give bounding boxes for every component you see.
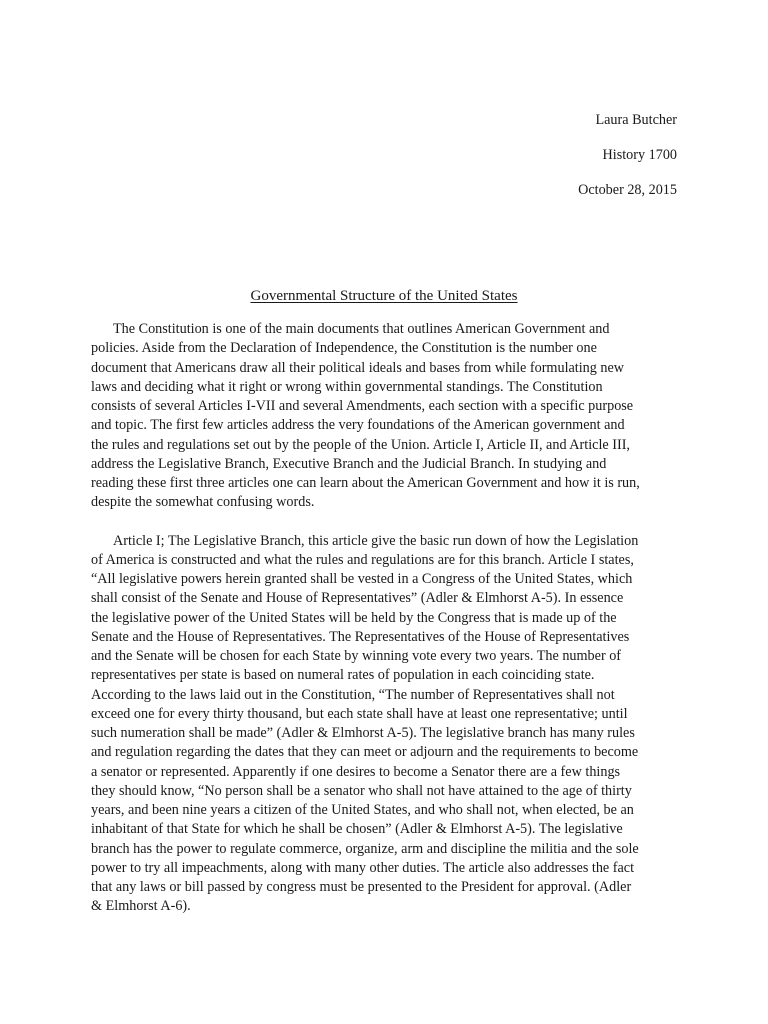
paragraph-line: they should know, “No person shall be a senator who shall not have attained to the age of thirty — [91, 782, 632, 799]
course-name: History 1700 — [602, 147, 677, 163]
paragraph-line: & Elmhorst A-6). — [91, 898, 191, 915]
paragraph-line: reading these first three articles one can learn about the American Government and how it is run, — [91, 475, 640, 491]
paragraph-line: of America is constructed and what the rules and regulations are for this branch. Article I states, — [91, 551, 634, 568]
paragraph-line: a senator or represented. Apparently if one desires to become a Senator there are a few things — [91, 763, 621, 780]
paragraph-line: years, and been nine years a citizen of the United States, and who shall not, when elected, be an — [91, 802, 634, 818]
paragraph-line: the rules and regulations set out by the people of the Union. Article I, Article II, and Article III, — [91, 436, 630, 453]
paragraph-2 — [91, 532, 681, 917]
paragraph-1 — [91, 320, 681, 513]
paragraph-line: Article I; The Legislative Branch, this article give the basic run down of how the Legislation — [113, 532, 639, 549]
paragraph-line: According to the laws laid out in the Constitution, “The number of Representatives shall not — [91, 686, 615, 703]
document-header — [578, 110, 677, 215]
paragraph-line: laws and deciding what it right or wrong within governmental standings. The Constitution — [91, 378, 603, 395]
paragraph-line: policies. Aside from the Declaration of Independence, the Constitution is the number one — [91, 340, 597, 357]
paragraph-line: and the Senate will be chosen for each State by winning vote every two years. The number of — [91, 648, 622, 664]
paragraph-line: exceed one for every thirty thousand, but each state shall have at least one representative; until — [91, 705, 628, 722]
paragraph-line: inhabitant of that State for which he shall be chosen” (Adler & Elmhorst A-5). The legislative — [91, 821, 623, 838]
paragraph-line: that any laws or bill passed by congress must be presented to the President for approval. (Adler — [91, 879, 632, 895]
paragraph-line: document that Americans draw all their political ideals and bases from while formulating new — [91, 359, 625, 376]
paragraph-line: address the Legislative Branch, Executive Branch and the Judicial Branch. In studying and — [91, 455, 607, 472]
document-body — [91, 320, 681, 917]
paragraph-line: and regulation regarding the dates that they can meet or adjourn and the requirements to become — [91, 744, 639, 761]
paragraph-line: Senate and the House of Representatives. The Representatives of the House of Representatives — [91, 628, 630, 645]
paragraph-line: the legislative power of the United States will be held by the Congress that is made up of the — [91, 609, 617, 626]
document-title: Governmental Structure of the United States — [250, 288, 518, 304]
paragraph-line: branch has the power to regulate commerce, organize, arm and discipline the militia and the sole — [91, 840, 639, 857]
paragraph-line: and topic. The first few articles address the very foundations of the American government and — [91, 417, 625, 434]
paragraph-line: power to try all impeachments, along with many other duties. The article also addresses the fact — [91, 859, 635, 876]
paragraph-line: “All legislative powers herein granted shall be vested in a Congress of the United States, which — [91, 571, 633, 587]
paragraph-line: such numeration shall be made” (Adler & Elmhorst A-5). The legislative branch has many rules — [91, 725, 635, 741]
document-date: October 28, 2015 — [578, 182, 677, 198]
paragraph-line: consists of several Articles I-VII and several Amendments, each section with a specific purpose — [91, 398, 634, 414]
author-name: Laura Butcher — [595, 112, 677, 128]
paragraph-line: despite the somewhat confusing words. — [91, 494, 315, 511]
paragraph-line: The Constitution is one of the main documents that outlines American Government and — [113, 321, 610, 337]
paragraph-spacer — [91, 513, 681, 532]
paragraph-line: representatives per state is based on numeral rates of population in each coinciding state. — [91, 667, 595, 684]
paragraph-line: shall consist of the Senate and House of Representatives” (Adler & Elmhorst A-5). In essence — [91, 590, 624, 607]
